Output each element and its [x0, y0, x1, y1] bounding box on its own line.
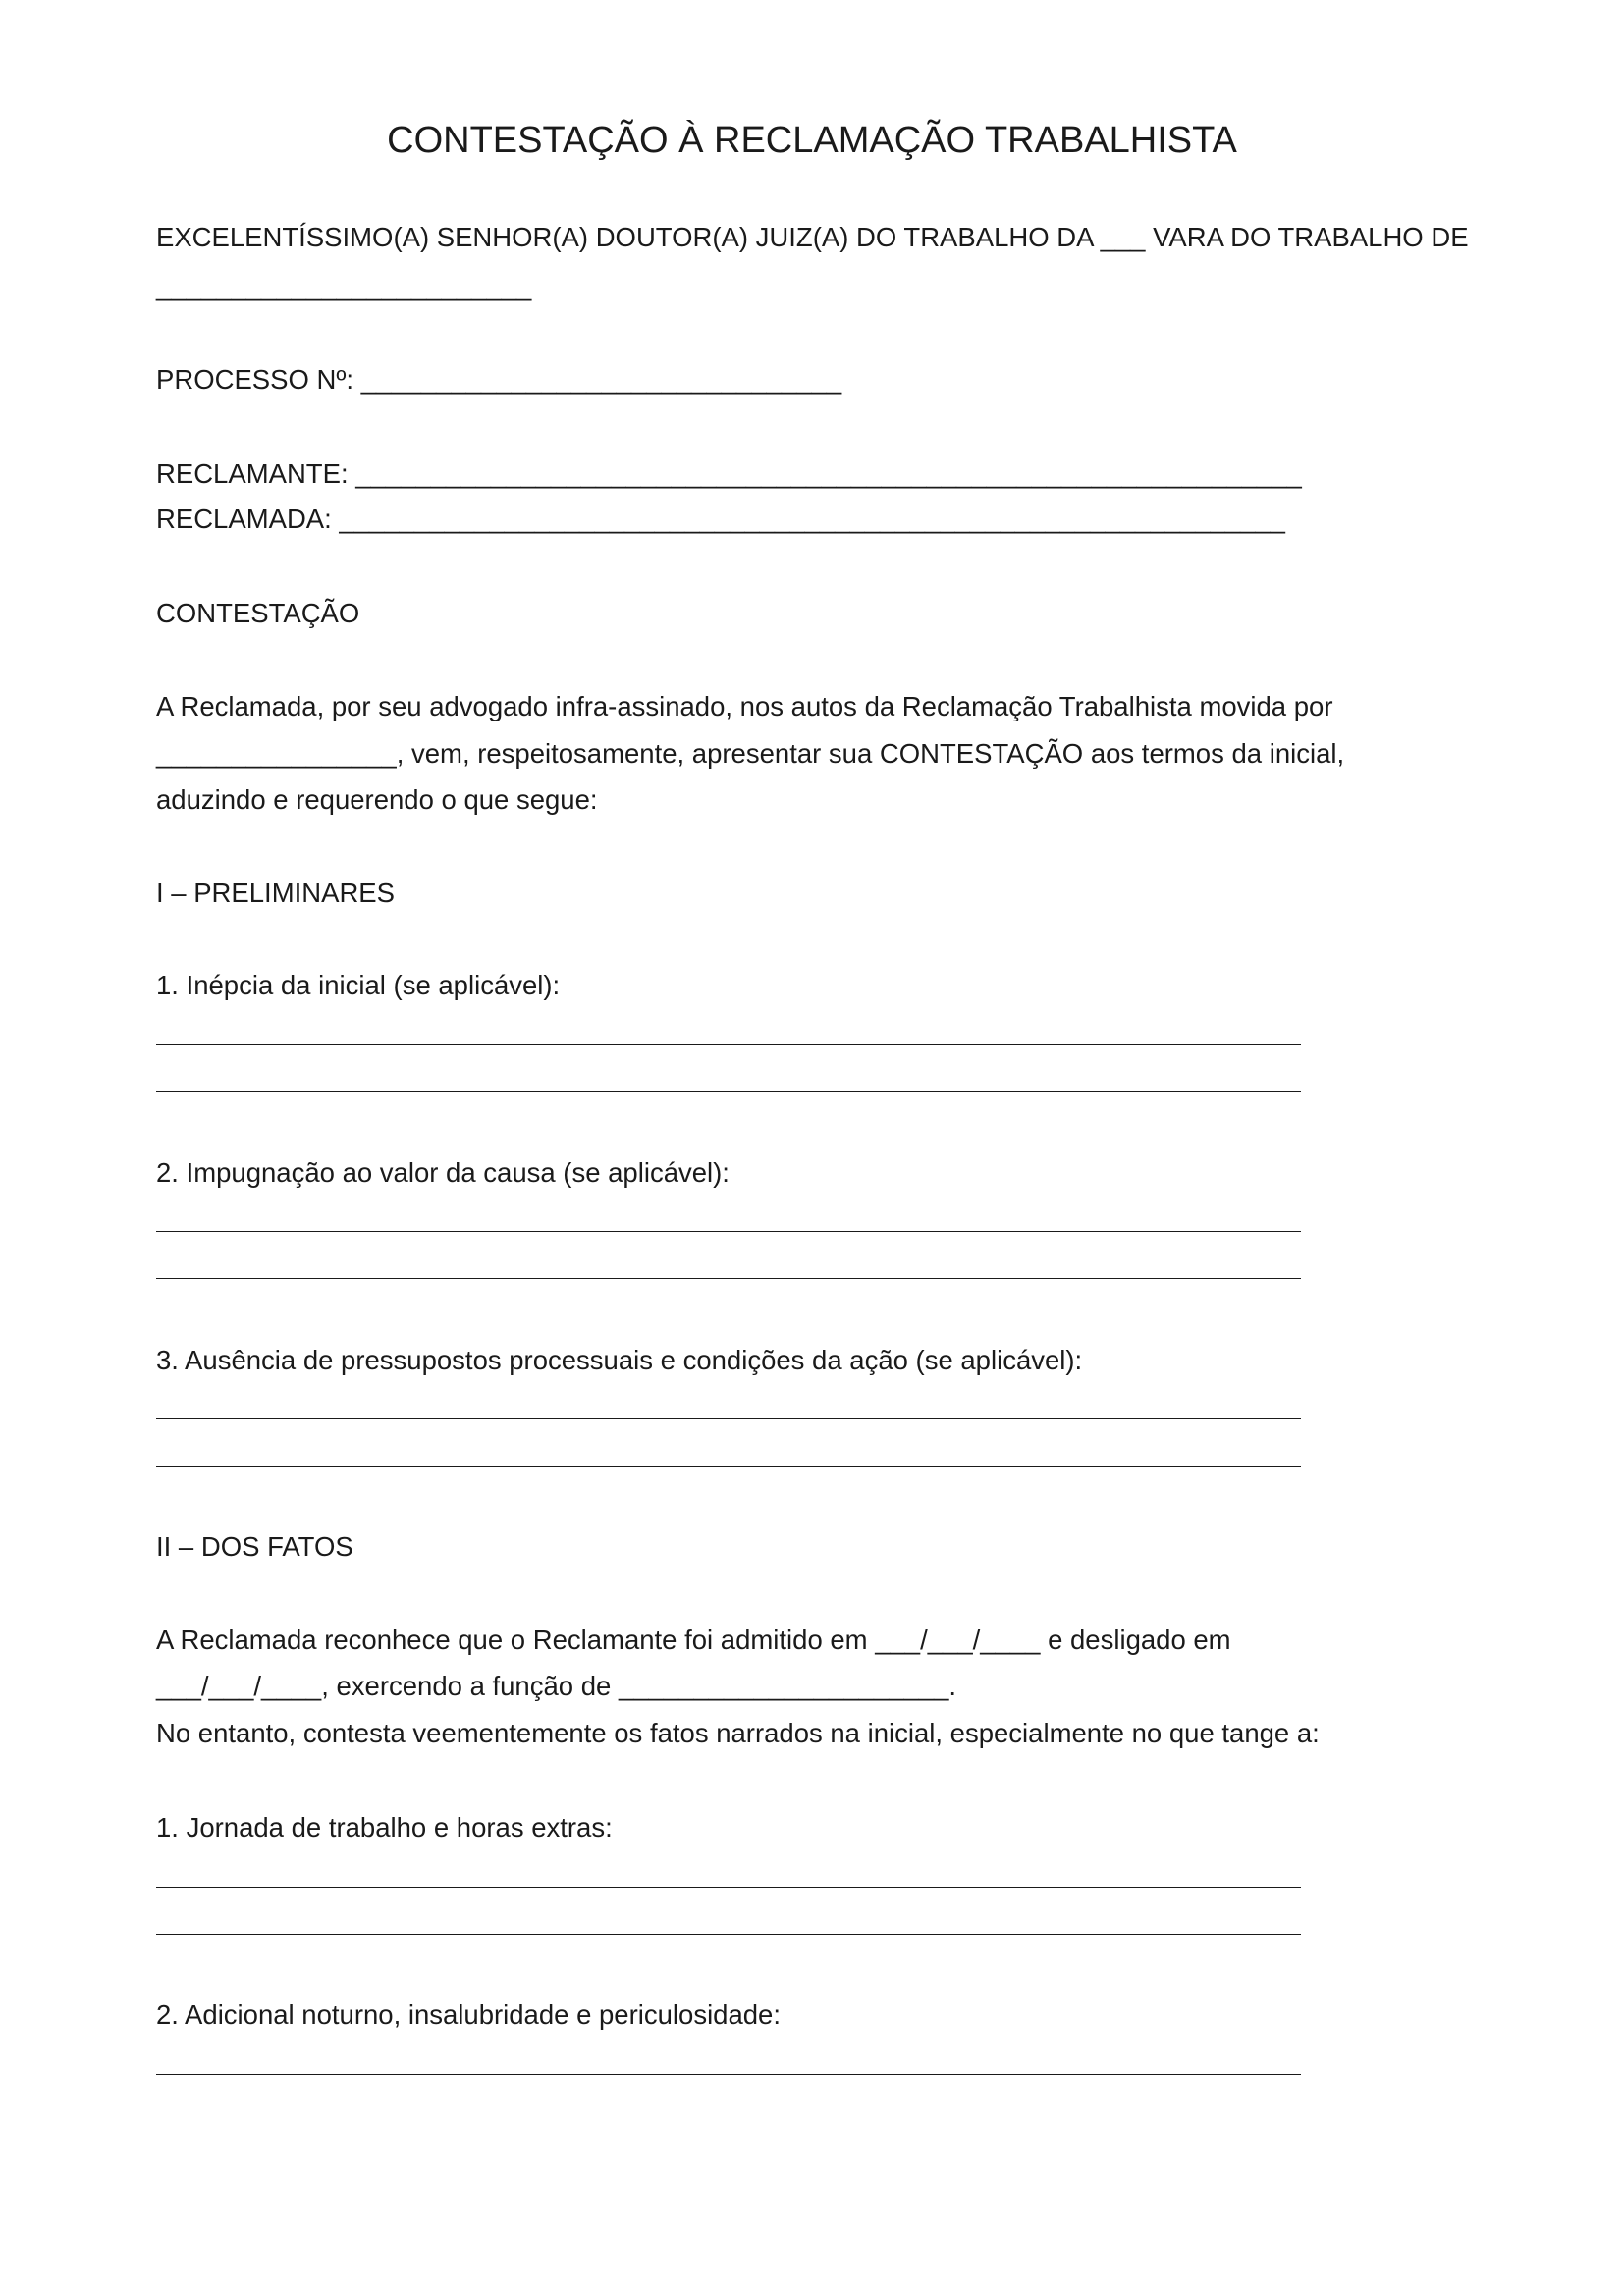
fatos-text-3: No entanto, contesta veementemente os fatos narrados na inicial, especialmente no que tange a: — [156, 1718, 1320, 1748]
answer-rule — [156, 1418, 1301, 1419]
address-city-blank: _________________________ — [156, 271, 532, 301]
fatos-text-2: ___/___/____, exercendo a função de ______________________. — [156, 1671, 957, 1701]
reclamante-field: RECLAMANTE: _______________________________________________________________ — [156, 458, 1302, 489]
answer-rule — [156, 1044, 1301, 1045]
fatos-item-1: 1. Jornada de trabalho e horas extras: — [156, 1812, 613, 1842]
answer-rule — [156, 1466, 1301, 1467]
preliminar-item-2: 2. Impugnação ao valor da causa (se aplicável): — [156, 1157, 730, 1188]
fatos-heading: II – DOS FATOS — [156, 1531, 353, 1562]
answer-rule — [156, 2074, 1301, 2075]
answer-rule — [156, 1231, 1301, 1232]
fatos-text-1: A Reclamada reconhece que o Reclamante foi admitido em ___/___/____ e desligado em — [156, 1625, 1231, 1655]
intro-line-1: A Reclamada, por seu advogado infra-assinado, nos autos da Reclamação Trabalhista movida por — [156, 691, 1333, 721]
answer-rule — [156, 1887, 1301, 1888]
answer-rule — [156, 1934, 1301, 1935]
preliminar-item-3: 3. Ausência de pressupostos processuais e condições da ação (se aplicável): — [156, 1345, 1083, 1375]
answer-rule — [156, 1278, 1301, 1279]
preliminares-heading: I – PRELIMINARES — [156, 878, 395, 908]
preliminar-item-1: 1. Inépcia da inicial (se aplicável): — [156, 970, 561, 1000]
reclamada-field: RECLAMADA: _______________________________________________________________ — [156, 504, 1285, 534]
address-line: EXCELENTÍSSIMO(A) SENHOR(A) DOUTOR(A) JUIZ(A) DO TRABALHO DA ___ VARA DO TRABALHO DE — [156, 222, 1469, 252]
answer-rule — [156, 1091, 1301, 1092]
intro-line-3: aduzindo e requerendo o que segue: — [156, 784, 598, 815]
intro-line-2: ________________, vem, respeitosamente, apresentar sua CONTESTAÇÃO aos termos da inicial, — [156, 738, 1345, 769]
fatos-item-2: 2. Adicional noturno, insalubridade e periculosidade: — [156, 2000, 781, 2030]
processo-field: PROCESSO Nº: ________________________________ — [156, 364, 842, 395]
document-title: CONTESTAÇÃO À RECLAMAÇÃO TRABALHISTA — [387, 120, 1237, 161]
contestacao-heading: CONTESTAÇÃO — [156, 598, 360, 628]
